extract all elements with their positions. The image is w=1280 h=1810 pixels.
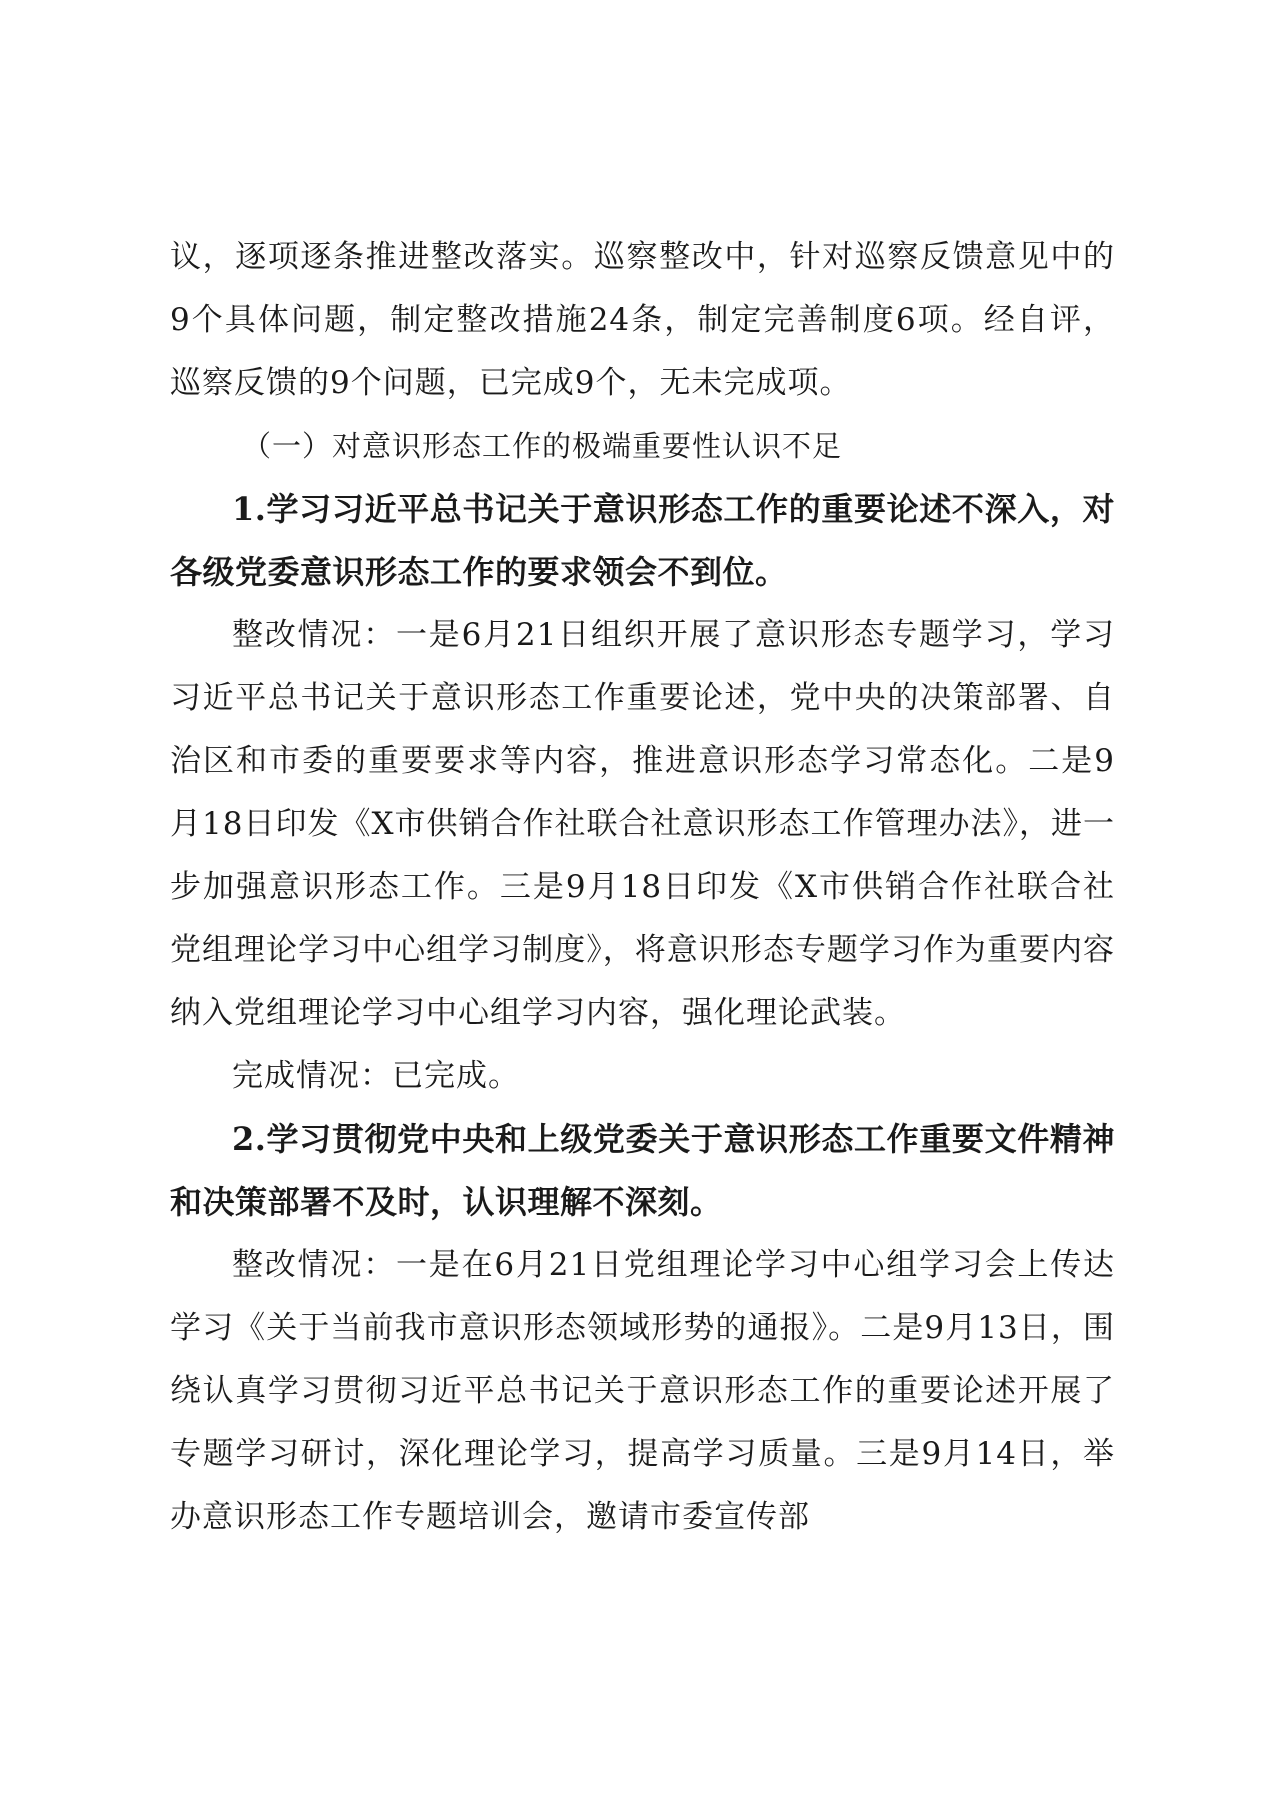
section-heading-1: （一）对意识形态工作的极端重要性认识不足 <box>242 429 843 463</box>
issue-1-status: 完成情况：已完成。 <box>232 1058 520 1094</box>
document-page <box>170 226 1115 1549</box>
issue-1-rectification: 整改情况：一是6月21日组织开展了意识形态专题学习，学习习近平总书记关于意识形态工作重要论述，党中央的决策部署、自治区和市委的重要要求等内容，推进意识形态学习常态化。二是9月18日印发《X市供销合作社联合社意识形态工作管理办法》，进一步加强意识形态工作。三是9月18日印发《X市供销合作社联合社党组理论学习中心组学习制度》，将意识形态专题学习作为重要内容纳入党组理论学习中心组学习内容，强化理论武装。 <box>170 617 1116 1031</box>
issue-2-title: 2.学习贯彻党中央和上级党委关于意识形态工作重要文件精神和决策部署不及时，认识理解不深刻。 <box>170 1120 1115 1221</box>
issue-2-rectification: 整改情况：一是在6月21日党组理论学习中心组学习会上传达学习《关于当前我市意识形态领域形势的通报》。二是9月13日，围绕认真学习贯彻习近平总书记关于意识形态工作的重要论述开展了专题学习研讨，深化理论学习，提高学习质量。三是9月14日，举办意识形态工作专题培训会，邀请市委宣传部 <box>170 1247 1115 1535</box>
issue-1-title: 1.学习习近平总书记关于意识形态工作的重要论述不深入，对各级党委意识形态工作的要求领会不到位。 <box>170 490 1115 591</box>
paragraph-continuation: 议，逐项逐条推进整改落实。巡察整改中，针对巡察反馈意见中的9个具体问题，制定整改措施24条，制定完善制度6项。经自评，巡察反馈的9个问题，已完成9个，无未完成项。 <box>170 239 1115 401</box>
